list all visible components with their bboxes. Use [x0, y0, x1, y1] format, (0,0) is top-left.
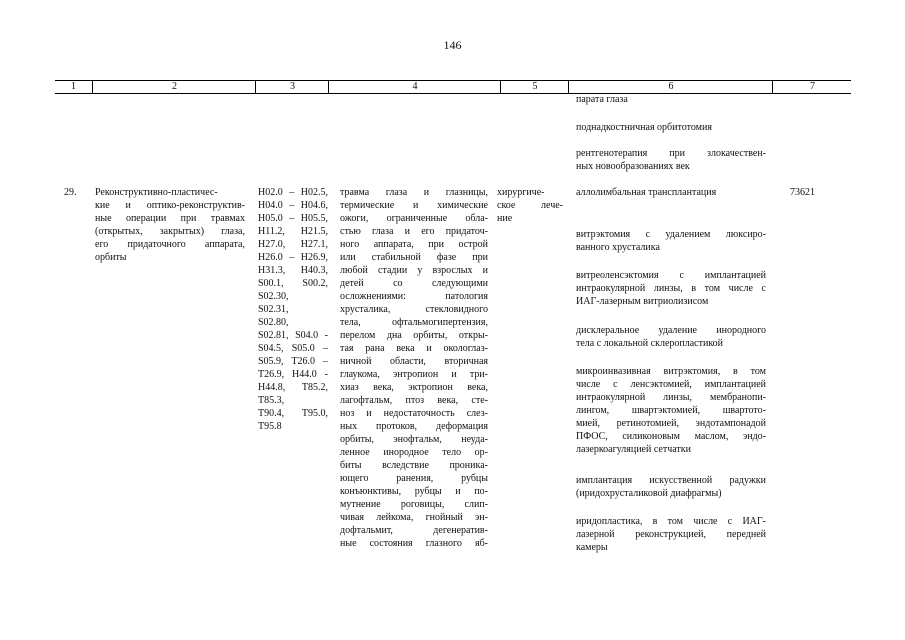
header-col-3: 3 [255, 81, 329, 93]
row-number: 29. [64, 187, 77, 198]
procedure-item: аллолимбальная трансплантация [576, 187, 717, 198]
row-amount: 73621 [790, 187, 815, 198]
row-treatment: хирургиче- ское лече- ние [497, 187, 563, 224]
header-col-4: 4 [328, 81, 501, 93]
continued-procedure: рентгенотерапия при злокачествен- ных новообразованиях век [576, 148, 766, 172]
procedure-item: дисклеральное удаление инородного тела с локальной склеропластикой [576, 325, 766, 349]
header-col-6: 6 [568, 81, 773, 93]
continued-procedure: парата глаза [576, 94, 628, 105]
procedure-item: витрэктомия с удалением люксиро- ванного хрусталика [576, 229, 766, 253]
procedure-item: витреоленсэктомия с имплантацией интраокулярной линзы, в том числе с ИАГ-лазерным витриолизисом [576, 270, 766, 307]
continued-procedure: поднадкостничная орбитотомия [576, 122, 712, 133]
header-col-5: 5 [500, 81, 569, 93]
header-col-1: 1 [71, 81, 76, 92]
row-codes: H02.0 – H02.5, H04.0 – H04.6, H05.0 – H05.5, H11.2, H21.5, H27.0, H27.1, H26.0 – H26.9, H31.3, H40.3, S00.1, S00.2, S02.30, S02.31, S02.80, S02.81, S04.0 - S04.5, S05.0 – S05.9, T26.0 – T26.9, H44.0 - H44.8, T85.2, T85.3, T90.4, T95.0, T95.8 [258, 187, 328, 432]
header-col-2: 2 [92, 81, 256, 93]
table-header [55, 80, 851, 94]
header-col-7: 7 [772, 81, 852, 93]
procedure-item: микроинвазивная витрэктомия, в том числе с ленсэктомией, имплантацией интраокулярной линзы, мембранопи- лингом, швартэктомией, швартото- мией, ретинотомией, эндотампонадой ПФОС, силиконовым маслом, эндо- лазеркоагуляцией сетчатки [576, 366, 766, 455]
procedure-item: иридопластика, в том числе с ИАГ- лазерной реконструкцией, передней камеры [576, 516, 766, 553]
row-name: Реконструктивно-пластичес- кие и оптико-реконструктив- ные операции при травмах (открытых, закрытых) глаза, его придаточного аппарата, орбиты [95, 187, 245, 263]
row-description: травма глаза и глазницы, термические и химические ожоги, ограниченные обла- стью глаза и его придаточ- ного аппарата, при острой или стабильной фазе при любой стадии у взрослых и детей со следующими осложнениями: патология хрусталика, стекловидного тела, офтальмогипертензия, перелом дна орбиты, откры- тая рана века и окологлаз- ничной области, вторичная глаукома, энтропион и три- хиаз века, эктропион века, лагофтальм, птоз века, сте- ноз и недостаточность слез- ных протоков, деформация орбиты, энофтальм, неуда- ленное инородное тело ор- биты вследствие проника- ющего ранения, рубцы конъюнктивы, рубцы и по- мутнение роговицы, слип- чивая лейкома, гнойный эн- дофтальмит, дегенератив- ные состояния глазного яб- [340, 187, 488, 549]
page-number: 146 [443, 38, 462, 52]
procedure-item: имплантация искусственной радужки (иридохрусталиковой диафрагмы) [576, 475, 766, 499]
